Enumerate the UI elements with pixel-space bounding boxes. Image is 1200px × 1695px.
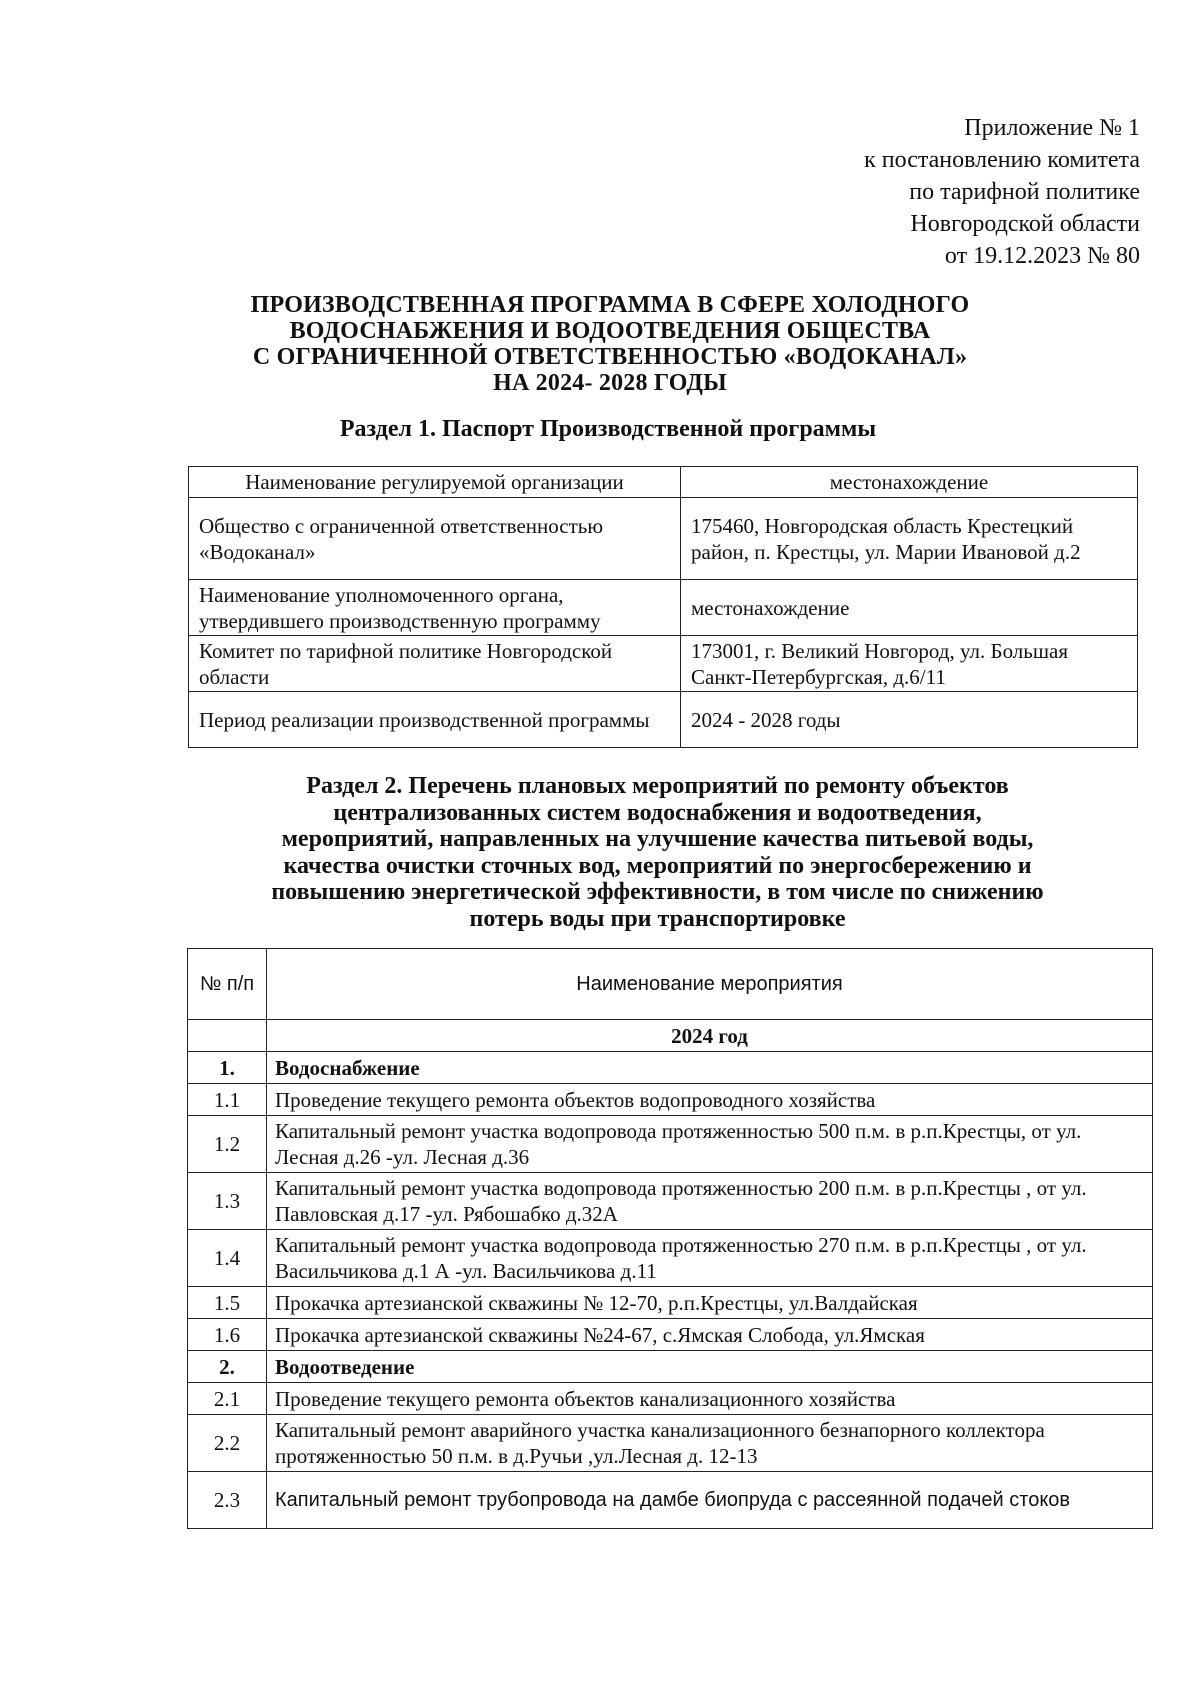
section2-heading-line-5: повышению энергетической эффективности, в том числе по снижению xyxy=(271,879,1044,905)
year-num-cell xyxy=(188,1020,267,1052)
table-row xyxy=(188,1287,1153,1319)
row-name: Капитальный ремонт трубопровода на дамбе биопруда с рассеянной подачей стоков xyxy=(267,1472,1153,1529)
row-num: 2.1 xyxy=(188,1383,267,1415)
annex-line-3: по тарифной политике xyxy=(909,179,1140,205)
row-num: 1.4 xyxy=(188,1230,267,1287)
row-name: Водоотведение xyxy=(267,1351,1153,1383)
header-num: № п/п xyxy=(188,949,267,1020)
row-num: 1.2 xyxy=(188,1116,267,1173)
passport-cell-right: 173001, г. Великий Новгород, ул. Большая Санкт-Петербургская, д.6/11 xyxy=(681,636,1138,692)
annex-header xyxy=(740,112,1140,272)
passport-cell-left: Наименование уполномоченного органа, утвердившего производственную программу xyxy=(189,580,681,636)
passport-row xyxy=(189,692,1138,748)
table-header-row xyxy=(188,949,1153,1020)
section2-heading-line-3: мероприятий, направленных на улучшение качества питьевой воды, xyxy=(281,826,1034,852)
row-name: Капитальный ремонт участка водопровода протяженностью 200 п.м. в р.п.Крестцы , от ул. Павловская д.17 -ул. Рябошабко д.32А xyxy=(267,1173,1153,1230)
measures-table xyxy=(187,948,1153,1529)
passport-row xyxy=(189,467,1138,498)
title-line-3: С ОГРАНИЧЕННОЙ ОТВЕТСТВЕННОСТЬЮ «ВОДОКАНАЛ» xyxy=(252,344,968,370)
annex-line-1: Приложение № 1 xyxy=(964,115,1140,141)
passport-cell-left: Период реализации производственной программы xyxy=(189,692,681,748)
passport-cell-right: 2024 - 2028 годы xyxy=(681,692,1138,748)
table-row xyxy=(188,1351,1153,1383)
row-num: 1.5 xyxy=(188,1287,267,1319)
row-num: 2.2 xyxy=(188,1415,267,1472)
section2-heading-line-1: Раздел 2. Перечень плановых мероприятий по ремонту объектов xyxy=(306,773,1009,799)
year-label: 2024 год xyxy=(267,1020,1153,1052)
row-name: Водоснабжение xyxy=(267,1052,1153,1084)
section2-heading xyxy=(175,773,1140,932)
table-row xyxy=(188,1116,1153,1173)
row-name: Капитальный ремонт аварийного участка канализационного безнапорного коллектора протяженностью 50 п.м. в д.Ручьи ,ул.Лесная д. 12-13 xyxy=(267,1415,1153,1472)
row-num: 1.1 xyxy=(188,1084,267,1116)
section1-heading: Раздел 1. Паспорт Производственной программы xyxy=(339,416,877,442)
row-name: Капитальный ремонт участка водопровода протяженностью 500 п.м. в р.п.Крестцы, от ул. Лесная д.26 -ул. Лесная д.36 xyxy=(267,1116,1153,1173)
header-name: Наименование мероприятия xyxy=(267,949,1153,1020)
table-row xyxy=(188,1230,1153,1287)
passport-table xyxy=(188,466,1138,748)
passport-cell-left: Общество с ограниченной ответственностью «Водоканал» xyxy=(189,498,681,580)
title-line-4: НА 2024- 2028 ГОДЫ xyxy=(493,370,727,396)
year-row xyxy=(188,1020,1153,1052)
row-num: 2. xyxy=(188,1351,267,1383)
passport-cell-left: Комитет по тарифной политике Новгородской области xyxy=(189,636,681,692)
table-row xyxy=(188,1415,1153,1472)
passport-cell-right: 175460, Новгородская область Крестецкий район, п. Крестцы, ул. Марии Ивановой д.2 xyxy=(681,498,1138,580)
row-name: Капитальный ремонт участка водопровода протяженностью 270 п.м. в р.п.Крестцы , от ул. Васильчикова д.1 А -ул. Васильчикова д.11 xyxy=(267,1230,1153,1287)
passport-row xyxy=(189,580,1138,636)
row-name: Прокачка артезианской скважины № 12-70, р.п.Крестцы, ул.Валдайская xyxy=(267,1287,1153,1319)
table-row xyxy=(188,1472,1153,1529)
annex-line-2: к постановлению комитета xyxy=(864,147,1140,173)
row-num: 1.3 xyxy=(188,1173,267,1230)
row-name: Прокачка артезианской скважины №24-67, с.Ямская Слобода, ул.Ямская xyxy=(267,1319,1153,1351)
table-row xyxy=(188,1052,1153,1084)
annex-line-4: Новгородской области xyxy=(910,211,1140,237)
row-num: 2.3 xyxy=(188,1472,267,1529)
section2-heading-line-4: качества очистки сточных вод, мероприятий по энергосбережению и xyxy=(283,852,1032,879)
table-row xyxy=(188,1173,1153,1230)
document-title xyxy=(180,292,1040,396)
title-line-2: ВОДОСНАБЖЕНИЯ И ВОДООТВЕДЕНИЯ ОБЩЕСТВА xyxy=(289,318,931,344)
passport-cell-right: местонахождение xyxy=(681,467,1138,498)
row-num: 1.6 xyxy=(188,1319,267,1351)
section2-heading-line-2: централизованных систем водоснабжения и водоотведения, xyxy=(333,799,982,826)
row-name: Проведение текущего ремонта объектов канализационного хозяйства xyxy=(267,1383,1153,1415)
table-row xyxy=(188,1319,1153,1351)
table-row xyxy=(188,1383,1153,1415)
annex-line-5: от 19.12.2023 № 80 xyxy=(944,243,1140,269)
passport-cell-left: Наименование регулируемой организации xyxy=(189,467,681,498)
row-num: 1. xyxy=(188,1052,267,1084)
passport-row xyxy=(189,498,1138,580)
table-row xyxy=(188,1084,1153,1116)
title-line-1: ПРОИЗВОДСТВЕННАЯ ПРОГРАММА В СФЕРЕ ХОЛОДНОГО xyxy=(250,292,970,318)
row-name: Проведение текущего ремонта объектов водопроводного хозяйства xyxy=(267,1084,1153,1116)
passport-cell-right: местонахождение xyxy=(681,580,1138,636)
section2-heading-line-6: потерь воды при транспортировке xyxy=(469,905,846,932)
passport-row xyxy=(189,636,1138,692)
